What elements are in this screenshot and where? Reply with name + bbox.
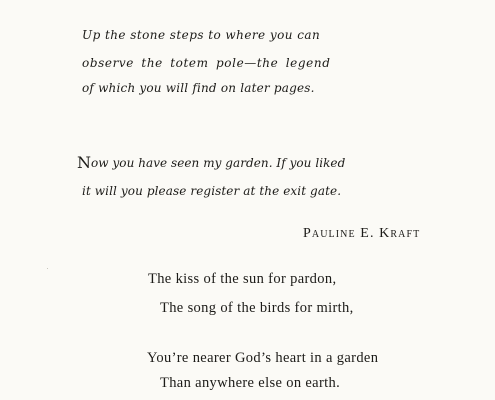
note-line-2: it will you please register at the exit gate.	[82, 184, 342, 198]
poem-line-2: The song of the birds for mirth,	[160, 300, 354, 316]
author-signature: Pauline E. Kraft	[303, 226, 421, 241]
poem-line-4: Than anywhere else on earth.	[160, 375, 341, 391]
intro-line-3: of which you will find on later pages.	[82, 81, 315, 95]
note-line-1	[77, 155, 345, 171]
note-line-1-text: ow you have seen my garden. If you liked	[91, 156, 346, 170]
poem-line-1: The kiss of the sun for pardon,	[148, 271, 337, 287]
intro-line-2: observe the totem pole—the legend	[82, 56, 331, 70]
note-dropcap: N	[77, 153, 91, 172]
poem-line-3: You’re nearer God’s heart in a garden	[147, 350, 379, 366]
paper-speck	[47, 268, 48, 269]
intro-line-1: Up the stone steps to where you can	[82, 28, 321, 42]
